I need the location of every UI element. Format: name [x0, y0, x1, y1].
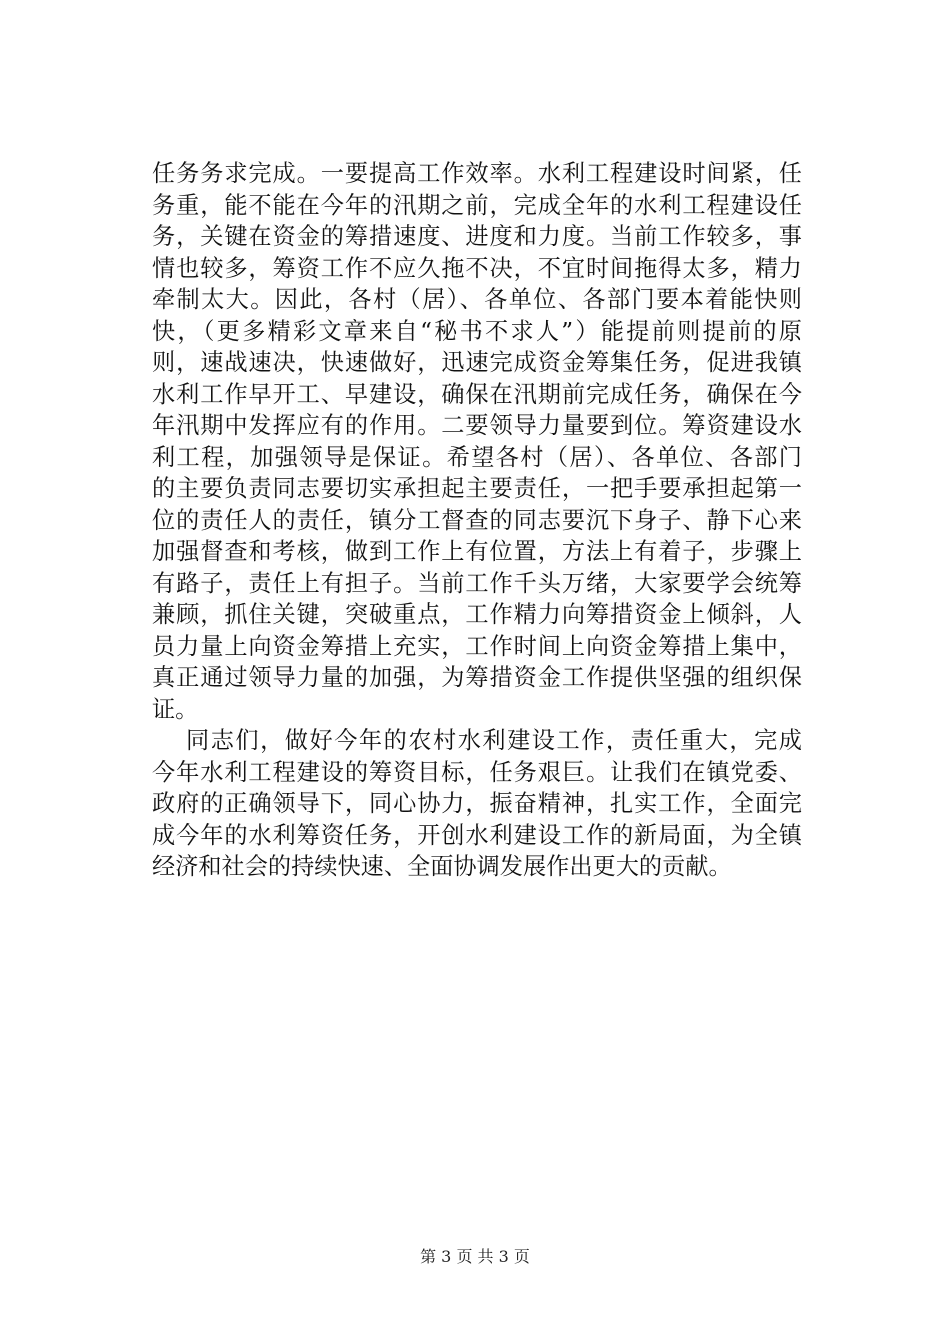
- text-line: 成今年的水利筹资任务，开创水利建设工作的新局面，为全镇: [152, 821, 802, 849]
- text-line: 位的责任人的责任，镇分工督查的同志要沉下身子、静下心来: [152, 506, 802, 534]
- text-line: 利工程，加强领导是保证。希望各村（居）、各单位、各部门: [152, 443, 802, 471]
- text-line: 兼顾，抓住关键，突破重点，工作精力向筹措资金上倾斜，人: [152, 601, 802, 628]
- body-text: [152, 158, 802, 883]
- text-line: 政府的正确领导下，同心协力，振奋精神，扎实工作，全面完: [152, 790, 802, 817]
- text-line: 任务务求完成。一要提高工作效率。水利工程建设时间紧，任: [152, 160, 802, 187]
- text-line: 证。: [152, 695, 199, 723]
- page-number-footer: 第 3 页 共 3 页: [420, 1247, 530, 1266]
- text-line: 牵制太大。因此，各村（居）、各单位、各部门要本着能快则: [152, 286, 802, 313]
- text-line: 务重，能不能在今年的汛期之前，完成全年的水利工程建设任: [152, 191, 802, 219]
- text-line: 快，（更多精彩文章来自“秘书不求人”）能提前则提前的原: [152, 317, 802, 345]
- text-line: 经济和社会的持续快速、全面协调发展作出更大的贡献。: [152, 853, 732, 880]
- text-line: 真正通过领导力量的加强，为筹措资金工作提供坚强的组织保: [152, 664, 802, 691]
- text-line: 的主要负责同志要切实承担起主要责任，一把手要承担起第一: [152, 475, 802, 502]
- text-line: 务，关键在资金的筹措速度、进度和力度。当前工作较多，事: [152, 223, 802, 250]
- text-line: 员力量上向资金筹措上充实，工作时间上向资金筹措上集中，: [152, 632, 802, 660]
- text-line: 今年水利工程建设的筹资目标，任务艰巨。让我们在镇党委、: [152, 758, 802, 786]
- text-line: 则，速战速决，快速做好，迅速完成资金筹集任务，促进我镇: [152, 349, 802, 376]
- text-line: 加强督查和考核，做到工作上有位置，方法上有着子，步骤上: [152, 538, 802, 565]
- text-line: 有路子，责任上有担子。当前工作千头万绪，大家要学会统筹: [152, 569, 802, 597]
- text-line: 情也较多，筹资工作不应久拖不决，不宜时间拖得太多，精力: [152, 254, 802, 282]
- text-line: 水利工作早开工、早建设，确保在汛期前完成任务，确保在今: [152, 380, 802, 408]
- text-line: 年汛期中发挥应有的作用。二要领导力量要到位。筹资建设水: [152, 412, 802, 439]
- paragraph-first-line: 同志们，做好今年的农村水利建设工作，责任重大，完成: [186, 727, 802, 754]
